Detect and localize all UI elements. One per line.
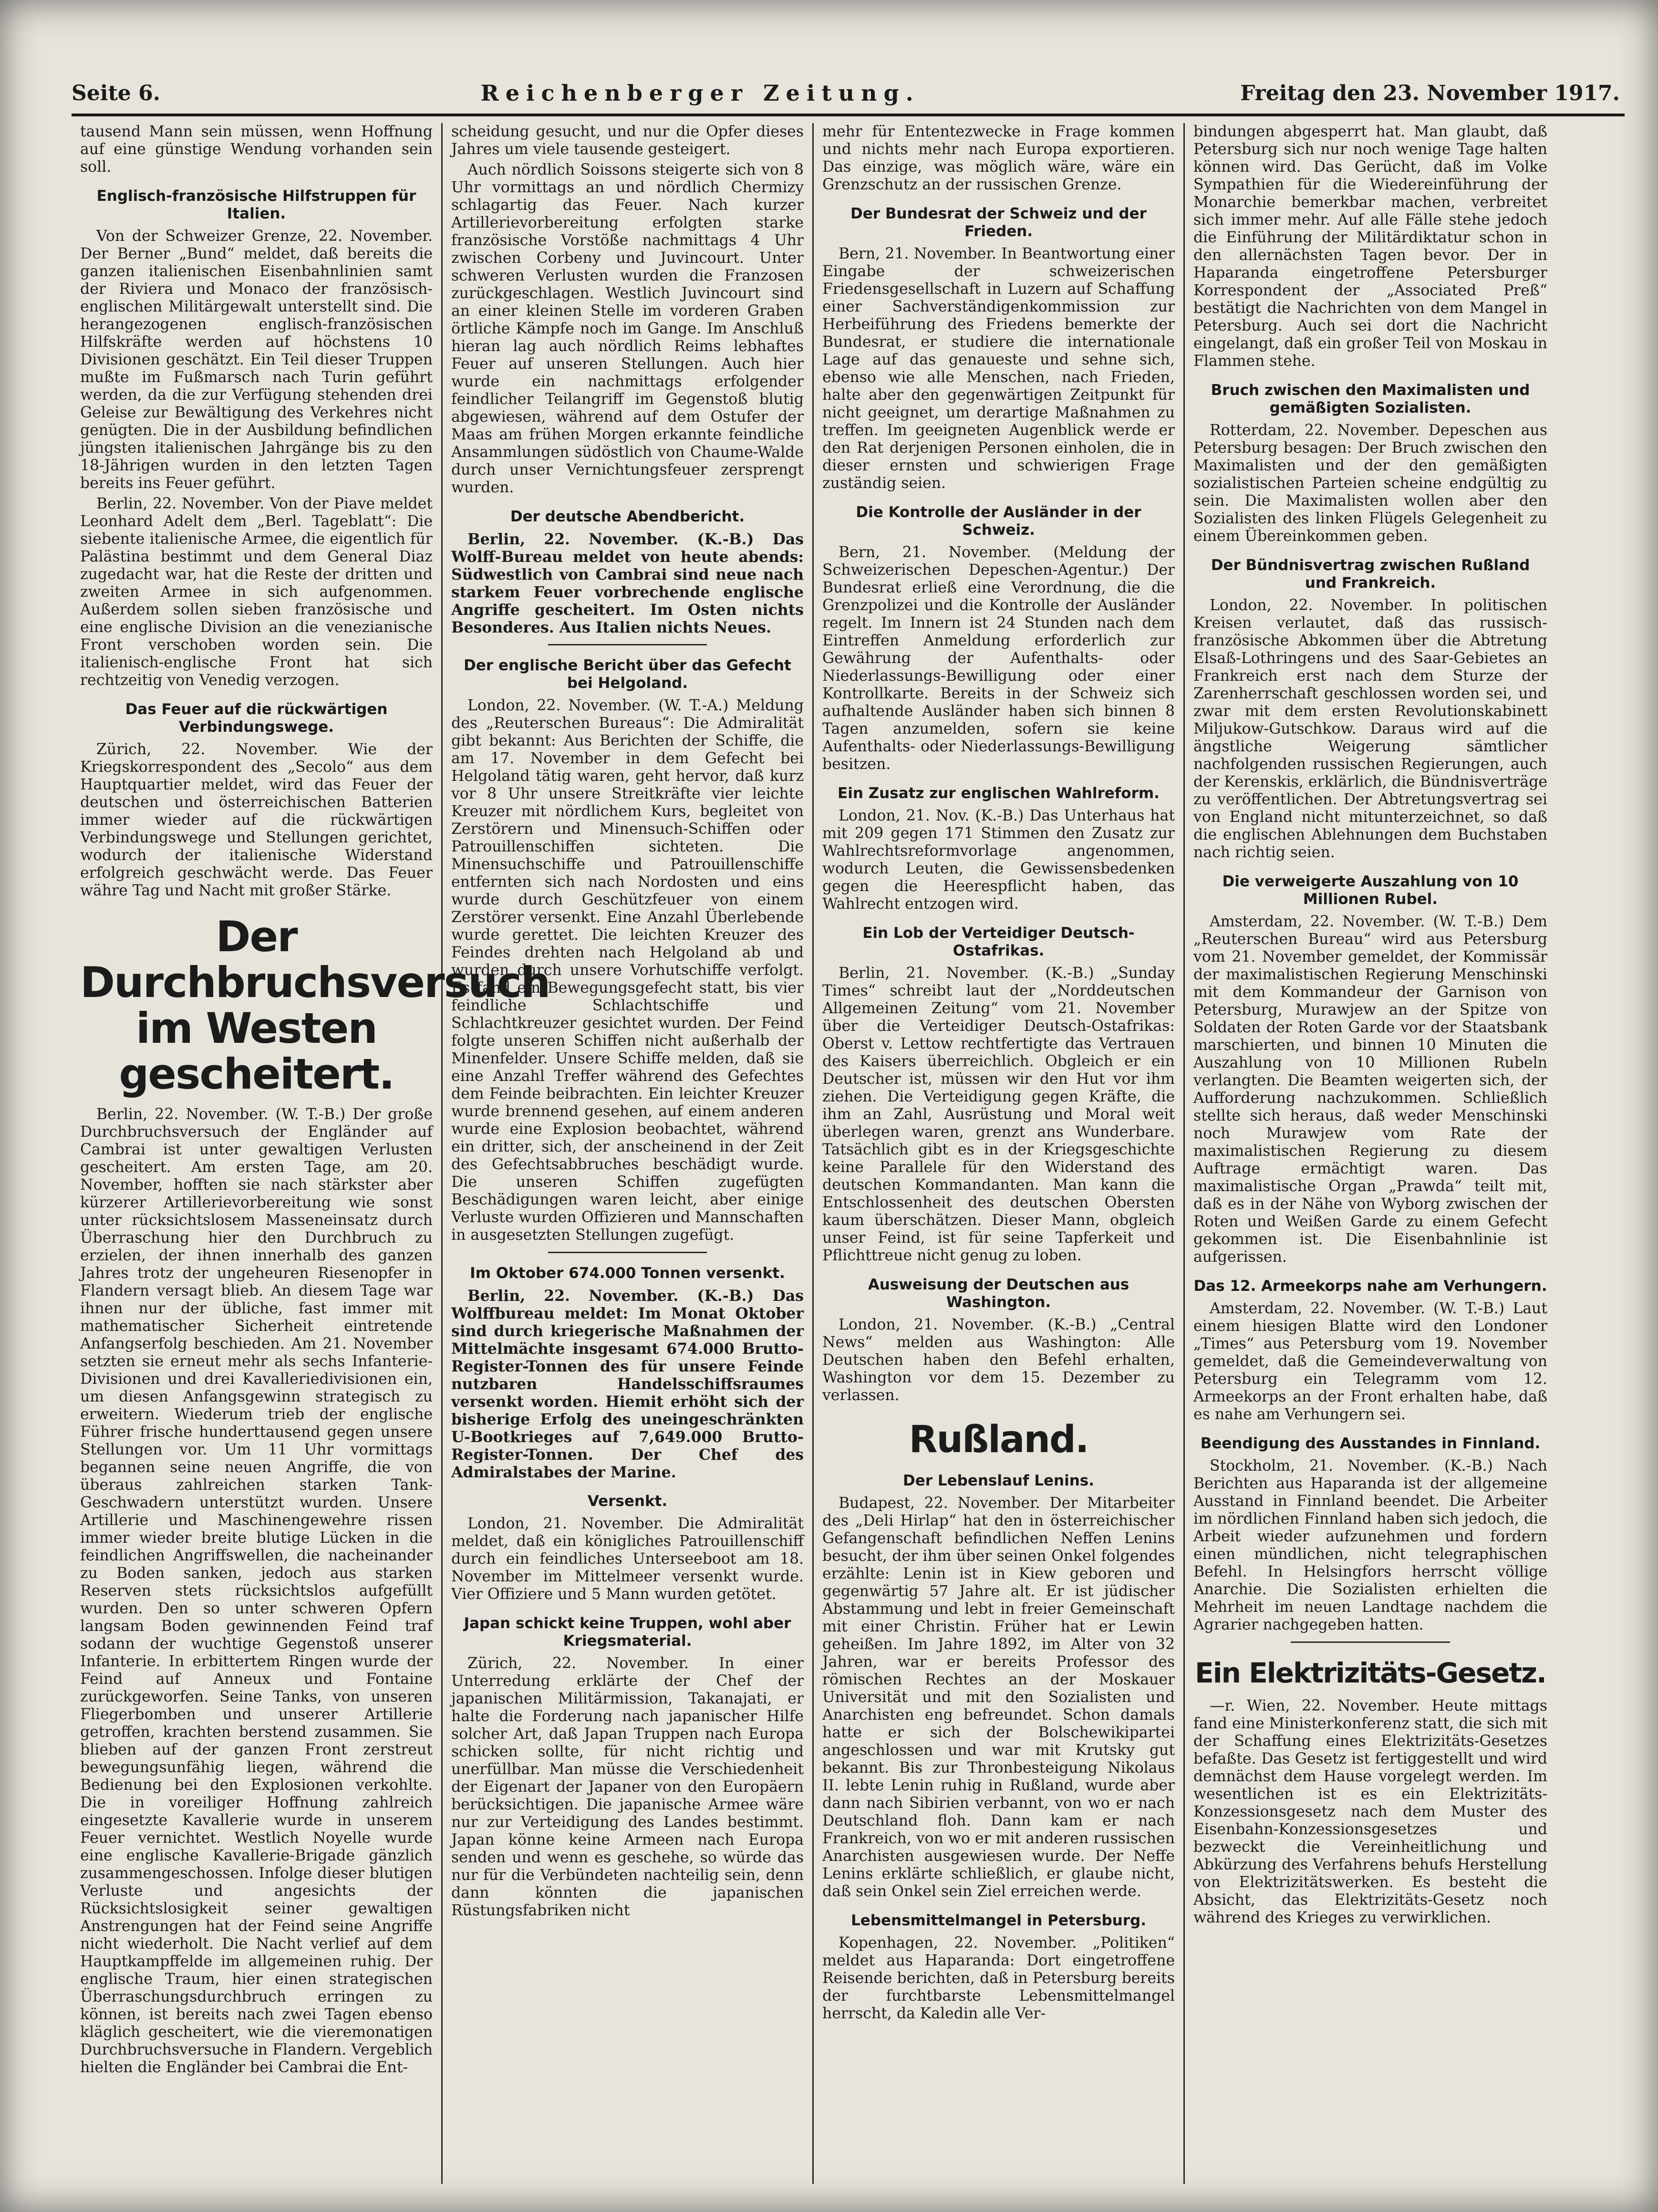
issue-date: Freitag den 23. November 1917.: [1240, 81, 1620, 105]
major-headline: Rußland.: [909, 1418, 1088, 1461]
article-paragraph: Von der Schweizer Grenze, 22. November. Der Berner „Bund“ meldet, daß bereits die ganzen italienischen Eisenbahnlinien samt der Riviera und Monaco der französisch-englischen Militärgewalt unterstellt sind. Die herangezogenen englisch-französischen Hilfskräfte werden auf höchstens 10 Divisionen geschätzt. Ein Teil dieser Truppen mußte im Fußmarsch nach Turin geführt werden, da die zur Verfügung stehenden drei Geleise zur Bewältigung des Verkehres nicht genügten. Die in der Ausbildung befindlichen jüngsten italienischen Jahrgänge bis zu den 18-Jährigen wurden in den letzten Tagen bereits ins Feuer geführt.: [80, 228, 433, 492]
article-paragraph: Berlin, 22. November. (K.-B.) Das Wolffbureau meldet: Im Monat Oktober sind durch kriegerische Maßnahmen der Mittelmächte insgesamt 674.000 Brutto-Register-Tonnen des für unsere Feinde nutzbaren Handelsschiffsraumes versenkt worden. Hiemit erhöht sich der bisherige Erfolg des uneingeschränkten U-Bootkrieges auf 7,649.000 Brutto-Register-Tonnen. Der Chef des Admiralstabes der Marine.: [451, 1287, 804, 1481]
article-paragraph: Zürich, 22. November. Wie der Kriegskorrespondent des „Secolo“ aus dem Hauptquartier meldet, wird das Feuer der deutschen und österreichischen Batterien immer wieder auf die rückwärtigen Verbindungswege und Stellungen gerichtet, wodurch der italienische Widerstand erfolgreich geschwächt werde. Das Feuer währe Tag und Nacht mit großer Stärke.: [80, 741, 433, 899]
article-headline: Im Oktober 674.000 Tonnen versenkt.: [470, 1265, 785, 1282]
article-headline: Der englische Bericht über das Gefecht bei Helgoland.: [464, 657, 791, 692]
article-paragraph: Rotterdam, 22. November. Depeschen aus Petersburg besagen: Der Bruch zwischen den Maximalisten und der den gemäßigten sozialistischen Parteien scheine endgültig zu sein. Die Maximalisten wollen aber den Sozialisten des linken Flügels Gelegenheit zu einem Übereinkommen geben.: [1193, 422, 1547, 545]
article-headline: Bruch zwischen den Maximalisten und gemäßigten Sozialisten.: [1211, 382, 1530, 416]
article-paragraph: mehr für Ententezwecke in Frage kommen und nichts mehr nach Europa exportieren. Das einzige, was möglich wäre, wäre ein Grenzschutz an der russischen Grenze.: [822, 123, 1175, 193]
article-paragraph: Amsterdam, 22. November. (W. T.-B.) Dem „Reuterschen Bureau“ wird aus Petersburg vom 21. November gemeldet, der Kommissär der maximalistischen Regierung Menschinski mit dem Kommandeur der Garnison von Petersburg, Murawjew an der Spitze von Soldaten der Roten Garde vor der Staatsbank marschierten, und binnen 10 Minuten die Auszahlung von 10 Millionen Rubeln verlangten. Die Beamten weigerten sich, der Aufforderung nachzukommen. Schließlich stellte sich heraus, daß weder Menschinski noch Murawjew vom Rate der maximalistischen Regierung zu diesem Auftrage ermächtigt waren. Das maximalistische Organ „Prawda“ teilt mit, daß es in der Nähe von Wyborg zwischen der Roten und Weißen Garde zu einem Gefecht gekommen ist. Die Eisenbahnlinie ist aufgerissen.: [1193, 913, 1547, 1266]
article-paragraph: London, 21. November. Die Admiralität meldet, daß ein königliches Patrouillenschiff durch ein feindliches Unterseeboot am 18. November im Mittelmeer versenkt wurde. Vier Offiziere und 5 Mann wurden getötet.: [451, 1515, 804, 1603]
section-divider: [548, 1252, 707, 1253]
article-paragraph: Amsterdam, 22. November. (W. T.-B.) Laut einem hiesigen Blatte wird den Londoner „Times“ aus Petersburg vom 19. November gemeldet, daß die Gemeindeverwaltung von Petersburg ein Telegramm vom 12. Armeekorps an der Front erhalten habe, daß es nahe am Verhungern sei.: [1193, 1300, 1547, 1423]
page-header: [72, 76, 1620, 110]
article-paragraph: scheidung gesucht, und nur die Opfer dieses Jahres um viele tausende gesteigert.: [451, 123, 804, 158]
article-headline: Die verweigerte Auszahlung von 10 Millionen Rubel.: [1222, 873, 1519, 908]
article-paragraph: London, 21. Nov. (K.-B.) Das Unterhaus hat mit 209 gegen 171 Stimmen den Zusatz zur Wahlrechtsreformvorlage angenommen, wodurch Leuten, die Gewissensbedenken gegen die Heerespflicht haben, das Wahlrecht entzogen wird.: [822, 807, 1175, 913]
article-paragraph: Berlin, 22. November. Von der Piave meldet Leonhard Adelt dem „Berl. Tageblatt“: Die siebente italienische Armee, die eigentlich für Palästina bestimmt und dem General Diaz zugedacht war, hat die Reste der dritten und zweiten Armee in sich aufgenommen. Außerdem sollen sieben französische und eine englische Division an die venezianische Front verschoben worden sein. Die italienisch-englische Front hat sich rechtzeitig von Venedig verzogen.: [80, 495, 433, 689]
article-headline: Der Bündnisvertrag zwischen Rußland und Frankreich.: [1211, 557, 1530, 592]
article-paragraph: Zürich, 22. November. In einer Unterredung erklärte der Chef der japanischen Militärmission, Takanajati, er halte die Forderung nach japanischer Hilfe solcher Art, daß Japan Truppen nach Europa schicken sollte, für nicht richtig und unerfüllbar. Man müsse die Verschiedenheit der Eigenart der Japaner von den Europäern berücksichtigen. Die japanische Armee wäre nur zur Verteidigung des Landes bestimmt. Japan könne keine Armeen nach Europa senden und wenn es geschehe, so würde das nur für die Verbündeten nachteilig sein, denn dann könnten die japanischen Rüstungsfabriken nicht: [451, 1655, 804, 1919]
article-headline: Versenkt.: [587, 1493, 668, 1510]
article-paragraph: London, 22. November. (W. T.-A.) Meldung des „Reuterschen Bureaus“: Die Admiralität gibt bekannt: Aus Berichten der Schiffe, die am 17. November in dem Gefecht bei Helgoland tätig waren, geht hervor, daß kurz vor 8 Uhr unsere Streitkräfte vier leichte Kreuzer mit nördlichem Kurs, begleitet von Zerstörern und Minensuch-Schiffen oder Patrouillenschiffen sichteten. Die Minensuchschiffe und Patrouillenschiffe entfernten sich nach Nordosten und eins wurde durch Geschützfeuer von einem Zerstörer versenkt. Eine Anzahl Überlebende wurde gerettet. Die leichten Kreuzer des Feindes drehten nach Helgoland ab und wurden durch unsere Vorhutschiffe verfolgt. Es fand ein Bewegungsgefecht statt, bis vier feindliche Schlachtschiffe und Schlachtkreuzer gesichtet wurden. Der Feind folgte unseren Schiffen nicht außerhalb der Minenfelder. Unsere Schiffe melden, daß sie eine Anzahl Treffer während des Gefechtes dem Feinde beibrachten. Ein leichter Kreuzer wurde brennend gesehen, auf einem anderen wurde eine Explosion beobachtet, während ein dritter, sich, der anscheinend in der Zeit des Gefechtsabbruches beschädigt wurde. Die unseren Schiffen zugefügten Beschädigungen waren leicht, aber einige Verluste wurden Offizieren und Mannschaften in ausgesetzten Stellungen zugefügt.: [451, 697, 804, 1244]
header-rule: [72, 114, 1625, 116]
newspaper-masthead: Reichenberger Zeitung.: [480, 80, 920, 106]
column-4: [1185, 123, 1556, 2184]
article-paragraph: —r. Wien, 22. November. Heute mittags fand eine Ministerkonferenz statt, die sich mit der Schaffung eines Elektrizitäts-Gesetzes befaßte. Das Gesetz ist fertiggestellt und wird demnächst dem Hause vorgelegt werden. Im wesentlichen ist es ein Elektrizitäts-Konzessionsgesetz nach dem Muster des Eisenbahn-Konzessionsgesetzes und bezweckt die Vereinheitlichung und Abkürzung des Verfahrens behufs Herstellung von Elektrizitätswerken. Es besteht die Absicht, das Elektrizitäts-Gesetz noch während des Krieges zu verwirklichen.: [1193, 1697, 1547, 1926]
article-headline: Lebensmittelmangel in Petersburg.: [851, 1912, 1146, 1929]
article-paragraph: bindungen abgesperrt hat. Man glaubt, daß Petersburg sich nur noch wenige Tage halten können wird. Das Gerücht, daß im Volke Sympathien für die Wiedereinführung der Monarchie bemerkbar machen, verbreitet sich immer mehr. Auf alle Fälle stehe jedoch die Einführung der Militärdiktatur schon in den allernächsten Tagen bevor. Der in Haparanda eingetroffene Petersburger Korrespondent der „Associated Preß“ bestätigt die Nachrichten von dem Mangel in Petersburg. Auch sei dort die Nachricht eingelangt, daß ein großer Teil von Moskau in Flammen stehe.: [1193, 123, 1547, 370]
column-2: [443, 123, 814, 2184]
major-headline: Der Durchbruchsversuch im Westen gescheitert.: [80, 912, 550, 1099]
section-divider: [548, 644, 707, 645]
article-paragraph: London, 22. November. In politischen Kreisen verlautet, daß das russisch-französische Abkommen über die Abtretung Elsaß-Lothringens und des Saar-Gebietes an Frankreich erst nach dem Sturze der Zarenherrschaft geschlossen worden sei, und zwar mit dem ersten Revolutionskabinett Miljukow-Gutschkow. Daraus wird auf die ängstliche Weigerung sämtlicher nachfolgenden russischen Regierungen, auch der Kerenskis, erklärlich, die Bündnisverträge zu veröffentlichen. Der Abtretungsvertrag sei von England nicht mitunterzeichnet, so daß die englischen Ablehnungen dem Buchstaben nach richtig seien.: [1193, 597, 1547, 861]
article-paragraph: Berlin, 21. November. (K.-B.) „Sunday Times“ schreibt laut der „Norddeutschen Allgemeinen Zeitung“ vom 21. November über die Verteidiger Deutsch-Ostafrikas: Oberst v. Lettow rechtfertigte das Vertrauen des Kaisers überreichlich. Obgleich er ein Deutscher ist, müssen wir den Hut vor ihm ziehen. Die Verteidigung gegen Kräfte, die ihm an Zahl, Ausrüstung und Moral weit überlegen waren, grenzt ans Wunderbare. Tatsächlich gibt es in der Kriegsgeschichte keine Parallele für den Widerstand des deutschen Kommandanten. Man kann die Entschlossenheit des deutschen Obersten kaum überschätzen. Dieser Mann, obgleich unser Feind, ist für seine Tapferkeit und Pflichttreue nicht genug zu loben.: [822, 965, 1175, 1264]
article-paragraph: Budapest, 22. November. Der Mitarbeiter des „Deli Hirlap“ hat den in österreichischer Gefangenschaft befindlichen Neffen Lenins besucht, der ihm über seinen Onkel folgendes erzählte: Lenin ist in Kiew geboren und gegenwärtig 57 Jahre alt. Er ist jüdischer Abstammung und lebt in freier Gemeinschaft mit einer Christin. Früher hat er Lewin geheißen. Im Jahre 1892, im Alter von 32 Jahren, war er bereits Professor des römischen Rechtes an der Moskauer Universität und mit den Sozialisten und Anarchisten eng befreundet. Schon damals hatte er sich der Bolschewikipartei angeschlossen und war mit Krutsky gut bekannt. Bis zur Thronbesteigung Nikolaus II. lebte Lenin ruhig in Rußland, wurde aber dann nach Sibirien verbannt, von wo er nach Deutschland floh. Dann kam er nach Frankreich, von wo er mit anderen russischen Anarchisten ausgewiesen wurde. Der Neffe Lenins erklärte schließlich, er glaube nicht, daß sein Onkel sein Ziel erreichen werde.: [822, 1495, 1175, 1900]
column-1: [72, 123, 550, 2184]
article-headline: Ein Zusatz zur englischen Wahlreform.: [838, 785, 1160, 802]
article-headline: Das Feuer auf die rückwärtigen Verbindungswege.: [125, 701, 388, 736]
article-paragraph: Berlin, 22. November. (K.-B.) Das Wolff-Bureau meldet von heute abends: Südwestlich von Cambrai sind neue nach starkem Feuer vorbrechende englische Angriffe gescheitert. Im Osten nichts Besonderes. Aus Italien nichts Neues.: [451, 530, 804, 636]
article-columns: [72, 123, 1627, 2184]
article-headline: Der Lebenslauf Lenins.: [902, 1472, 1095, 1489]
article-paragraph: Bern, 21. November. (Meldung der Schweizerischen Depeschen-Agentur.) Der Bundesrat erließ eine Verordnung, die die Grenzpolizei und die Kontrolle der Ausländer regelt. Im Innern ist 24 Stunden nach dem Eintreffen Anmeldung erforderlich zur Gewährung der Aufenthalts- oder Niederlassungs-Bewilligung oder einer Kontrollkarte. Bereits in der Schweiz sich aufhaltende Ausländer haben sich binnen 8 Tagen anzumelden, sofern sie keine Aufenthalts- oder Niederlassungs-Bewilligung besitzen.: [822, 544, 1175, 773]
article-headline: Japan schickt keine Truppen, wohl aber Kriegsmaterial.: [464, 1615, 791, 1650]
article-paragraph: Stockholm, 21. November. (K.-B.) Nach Berichten aus Haparanda ist der allgemeine Ausstand in Finnland beendet. Die Arbeiter im nördlichen Finnland haben sich jedoch, die Arbeit wieder aufzunehmen und fordern einen mündlichen, nicht telegraphischen Befehl. In Helsingfors herrscht völlige Anarchie. Die Sozialisten erhielten die Mehrheit im neuen Landtage nachdem die Agrarier nachgegeben hatten.: [1193, 1457, 1547, 1633]
article-paragraph: tausend Mann sein müssen, wenn Hoffnung auf eine günstige Wendung vorhanden sein soll.: [80, 123, 433, 176]
article-headline: Ein Lob der Verteidiger Deutsch-Ostafrikas.: [862, 924, 1135, 959]
article-headline: Beendigung des Ausstandes in Finnland.: [1200, 1435, 1541, 1452]
article-paragraph: Kopenhagen, 22. November. „Politiken“ meldet aus Haparanda: Dort eingetroffene Reisende berichten, daß in Petersburg bereits der furchtbarste Lebensmittelmangel herrscht, da Kaledin alle Ver-: [822, 1934, 1175, 2022]
article-headline: Das 12. Armeekorps nahe am Verhungern.: [1193, 1277, 1547, 1295]
column-3: [814, 123, 1185, 2184]
article-paragraph: Berlin, 22. November. (W. T.-B.) Der große Durchbruchsversuch der Engländer auf Cambrai ist unter gewaltigen Verlusten gescheitert. Am ersten Tage, am 20. November, hofften sie nach stärkster aber kürzerer Artillerievorbereitung wie sonst unter rücksichtslosem Masseneinsatz durch Überraschung hier den Durchbruch zu erzielen, der ihnen innerhalb des ganzen Jahres trotz der ungeheuren Riesenopfer in Flandern versagt blieb. An diesem Tage war ihnen nur der übliche, fast immer mit mathematischer Sicherheit eintretende Anfangserfolg beschieden. Am 21. November setzten sie erneut mehr als sechs Infanterie-Divisionen und drei Kavalleriedivisionen ein, um diesen Anfangsgewinn strategisch zu erweitern. Wiederum trieb der englische Führer frische hunderttausend gegen unsere Stellungen vor. Um 11 Uhr vormittags begannen seine neuen Angriffe, die von überaus zahlreichen starken Tank-Geschwadern unterstützt wurden. Unsere Artillerie und Maschinengewehre rissen immer wieder breite blutige Lücken in die feindlichen Angriffswellen, die nacheinander zu Boden sanken, jedoch aus starken Reserven stets rücksichtslos aufgefüllt wurden. Den so unter schweren Opfern langsam Boden gewinnenden Feind traf sodann der wuchtige Gegenstoß unserer Infanterie. In erbittertem Ringen wurde der Feind auf Anneux und Fontaine zurückgeworfen. Seine Tanks, von unseren Fliegerbomben und unserer Artillerie getroffen, krachten berstend zusammen. Sie blieben auf der ganzen Front zerstreut bewegungsunfähig liegen, während die Bedienung bei den Explosionen verkohlte. Die in voreiliger Hoffnung zahlreich eingesetzte Kavallerie wurde in unserem Feuer vernichtet. Westlich Noyelle wurde eine englische Kavallerie-Brigade gänzlich zusammengeschossen. Infolge dieser blutigen Verluste und angesichts der Rücksichtslosigkeit seiner gewaltigen Anstrengungen hat der Feind seine Angriffe nicht wiederholt. Die Nacht verlief auf dem Hauptkampffelde im allgemeinen ruhig. Der englische Traum, hier einen strategischen Überraschungsdurchbruch erringen zu können, ist bereits nach zwei Tagen ebenso kläglich gescheitert, wie die vieremonatigen Durchbruchsversuche in Flandern. Vergeblich hielten die Engländer bei Cambrai die Ent-: [80, 1106, 433, 2076]
article-headline: Englisch-französische Hilfstruppen für Italien.: [96, 187, 416, 222]
article-paragraph: Bern, 21. November. In Beantwortung einer Eingabe der schweizerischen Friedensgesellschaft in Luzern auf Schaffung einer Sachverständigenkommission zur Herbeiführung des Friedens bemerkte der Bundesrat, er studiere die internationale Lage auf das genaueste und sehne sich, ebenso wie alle Menschen, nach Frieden, halte aber den gegenwärtigen Zeitpunkt für nicht geeignet, um derartige Maßnahmen zu treffen. Im geeigneten Augenblick werde er den Rat derjenigen Personen einholen, die in dieser ernsten und schwierigen Frage zuständig seien.: [822, 245, 1175, 492]
section-divider: [1291, 1641, 1450, 1643]
article-headline: Ausweisung der Deutschen aus Washington.: [868, 1276, 1130, 1311]
article-headline: Der Bundesrat der Schweiz und der Frieden.: [850, 205, 1147, 240]
page-number: Seite 6.: [72, 81, 161, 105]
article-headline: Der deutsche Abendbericht.: [510, 508, 745, 525]
major-headline: Ein Elektrizitäts-Gesetz.: [1195, 1657, 1546, 1689]
article-paragraph: Auch nördlich Soissons steigerte sich von 8 Uhr vormittags an und nördlich Chermizy schlagartig das Feuer. Nach kurzer Artillerievorbereitung erfolgten starke französische Vorstöße nachmittags 4 Uhr zwischen Corbeny und Juvincourt. Unter schweren Verlusten wurden die Franzosen zurückgeschlagen. Westlich Juvincourt sind an einer kleinen Stelle im vorderen Graben örtliche Kämpfe noch im Gange. Im Anschluß hieran lag auch nördlich Reims lebhaftes Feuer auf unseren Stellungen. Auch hier wurde ein nachmittags erfolgender feindlicher Teilangriff im Gegenstoß blutig abgewiesen, während auf dem Ostufer der Maas am frühen Morgen erkannte feindliche Ansammlungen südöstlich von Chaume-Walde durch unser Vernichtungsfeuer zersprengt wurden.: [451, 161, 804, 496]
article-paragraph: London, 21. November. (K.-B.) „Central News“ melden aus Washington: Alle Deutschen haben den Befehl erhalten, Washington vor dem 15. Dezember zu verlassen.: [822, 1316, 1175, 1404]
article-headline: Die Kontrolle der Ausländer in der Schweiz.: [856, 504, 1141, 539]
